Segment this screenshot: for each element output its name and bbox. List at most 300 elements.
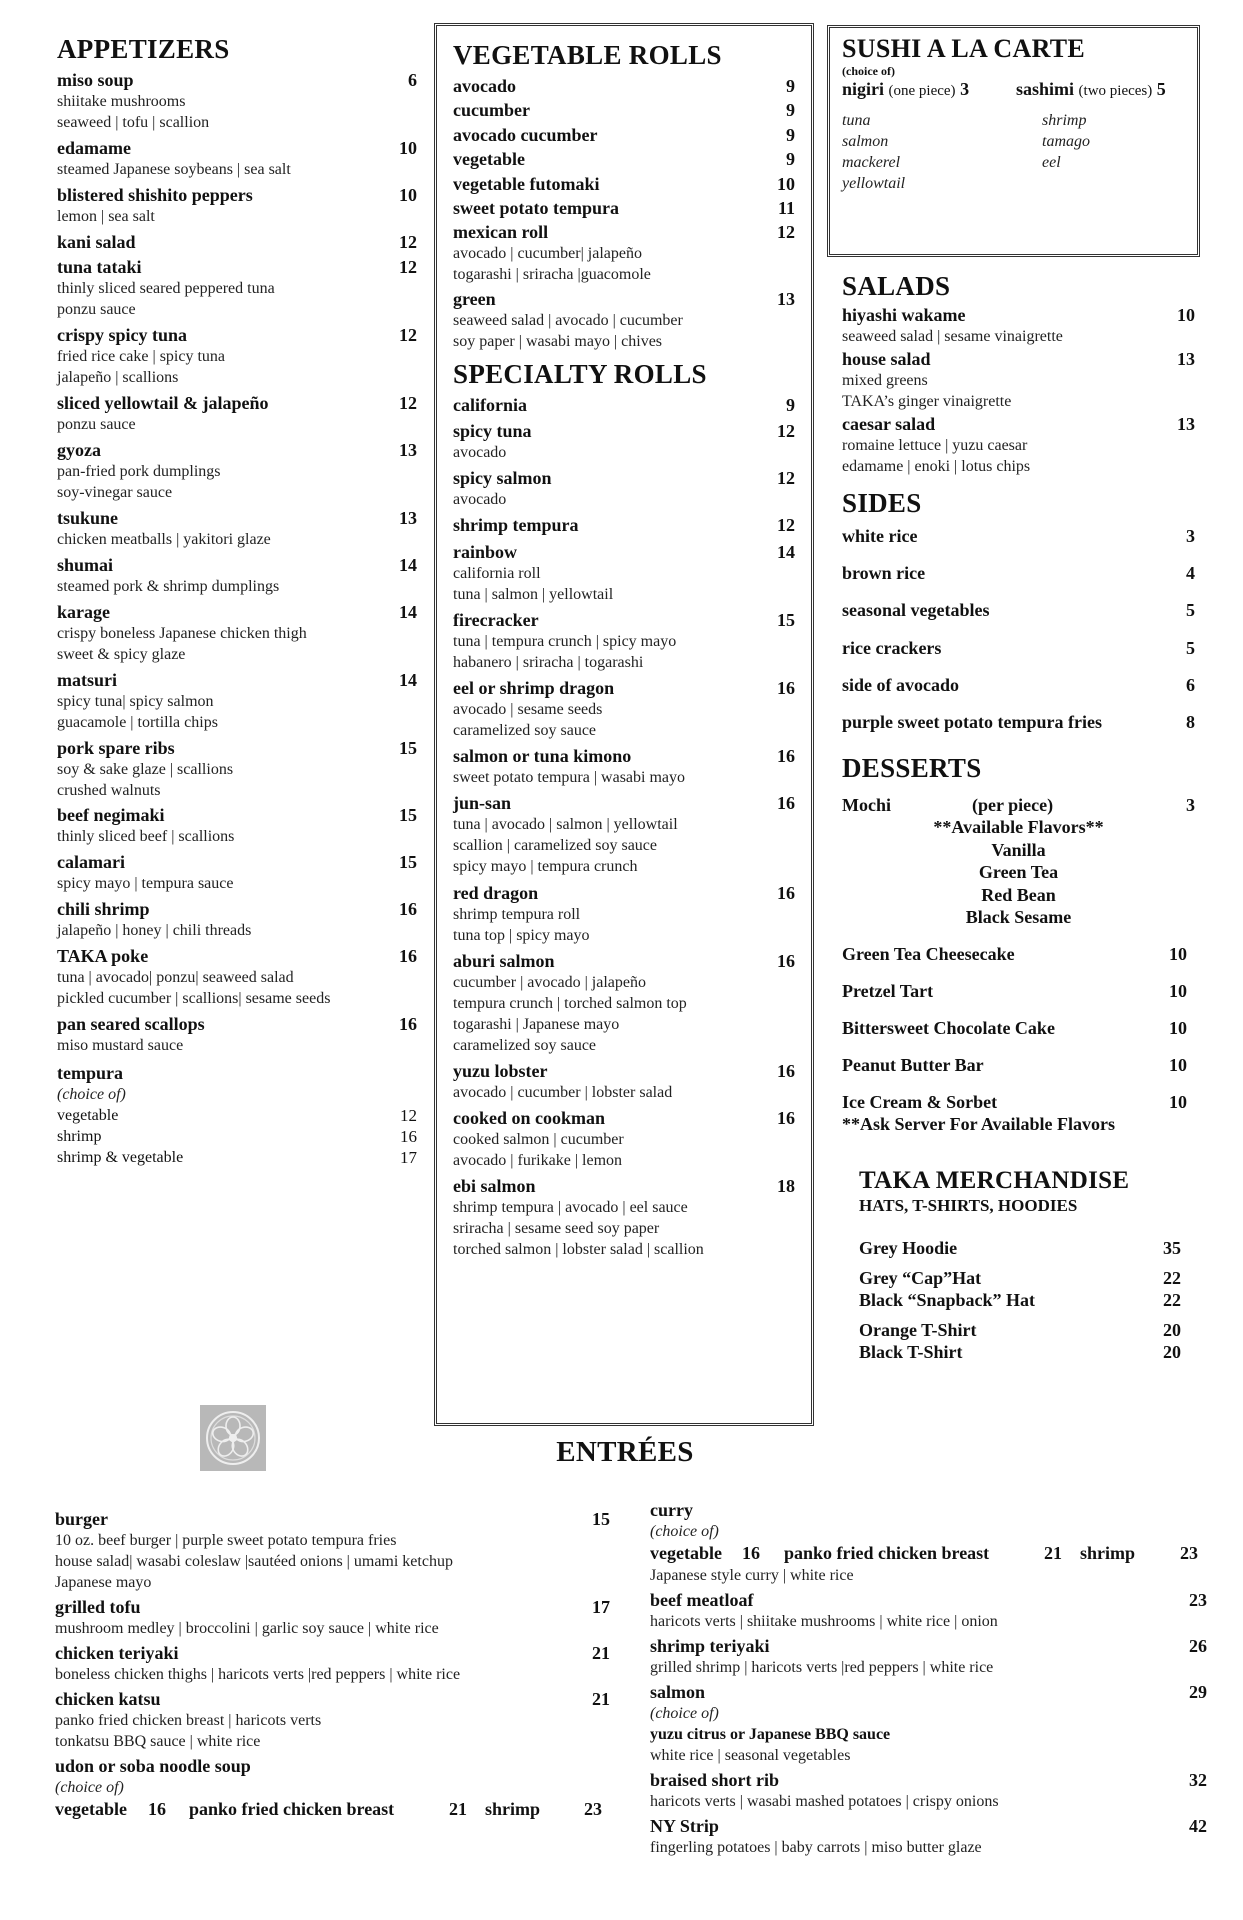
dessert-name: Pretzel Tart	[842, 980, 934, 1001]
item-desc: tempura crunch | torched salmon top	[453, 994, 687, 1012]
item-name: burger	[55, 1509, 108, 1529]
mochi-name: Mochi	[842, 795, 891, 816]
dessert-name: Bittersweet Chocolate Cake	[842, 1018, 1055, 1038]
option-price: 17	[400, 1148, 417, 1168]
merch-price: 22	[1163, 1290, 1181, 1311]
menu-item	[453, 1060, 795, 1103]
vegetable-rolls-section	[453, 39, 795, 1260]
item-price: 9	[786, 149, 795, 170]
option-label: vegetable	[57, 1107, 119, 1125]
side-name: seasonal vegetables	[842, 600, 990, 621]
curry-item	[650, 1499, 1207, 1586]
menu-item	[453, 99, 795, 121]
mochi-item	[842, 794, 1195, 816]
option-price: 16	[400, 1127, 417, 1147]
salmon-choice: yuzu citrus or Japanese BBQ sauce	[650, 1726, 891, 1743]
menu-item	[453, 75, 795, 97]
nigiri-price: 3	[960, 79, 970, 99]
menu-item	[650, 1589, 1207, 1632]
item-desc: ponzu sauce	[57, 301, 136, 319]
item-name: shrimp tempura	[453, 515, 579, 536]
flavor-list	[842, 839, 1195, 929]
option-price: 12	[400, 1106, 417, 1126]
item-desc: avocado | cucumber| jalapeño	[453, 245, 642, 263]
flower-crest-icon	[200, 1405, 266, 1471]
item-price: 13	[1177, 414, 1195, 434]
tempura-option	[57, 1147, 417, 1168]
entrees-right	[650, 1499, 1207, 1858]
dessert-price: 10	[1169, 1055, 1187, 1076]
salmon-desc: white rice | seasonal vegetables	[650, 1747, 851, 1764]
item-desc: avocado | cucumber | lobster salad	[453, 1083, 673, 1101]
dessert-item	[842, 980, 1187, 1017]
item-name: tsukune	[57, 508, 119, 529]
item-price: 21	[592, 1689, 610, 1709]
item-name: spicy salmon	[453, 468, 552, 489]
item-desc: crispy boneless Japanese chicken thigh	[57, 624, 307, 642]
item-price: 16	[777, 793, 795, 814]
side-price: 5	[1186, 600, 1195, 621]
item-price: 13	[399, 508, 417, 529]
item-name: kani salad	[57, 231, 136, 252]
side-name: rice crackers	[842, 637, 942, 658]
entrees-left	[55, 1505, 610, 1820]
merch-item	[859, 1267, 1181, 1289]
item-desc: avocado | sesame seeds	[453, 701, 603, 719]
item-desc: edamame | enoki | lotus chips	[842, 458, 1031, 475]
option-label: shrimp	[1080, 1543, 1136, 1563]
item-name: avocado cucumber	[453, 124, 598, 145]
item-price: 12	[399, 257, 417, 278]
item-name: eel or shrimp dragon	[453, 678, 615, 699]
item-name: TAKA poke	[57, 946, 149, 967]
merch-price: 20	[1163, 1320, 1181, 1341]
item-name: spicy tuna	[453, 421, 532, 442]
dessert-name: Peanut Butter Bar	[842, 1055, 984, 1076]
side-price: 6	[1186, 674, 1195, 695]
menu-item	[842, 413, 1195, 477]
tempura-options	[57, 1105, 417, 1168]
menu-item	[57, 601, 417, 665]
item-name: blistered shishito peppers	[57, 184, 253, 205]
option-label: shrimp	[485, 1799, 541, 1819]
item-name: yuzu lobster	[453, 1060, 548, 1081]
item-price: 16	[777, 678, 795, 699]
menu-item	[453, 1175, 795, 1260]
merch-name: Black T-Shirt	[859, 1342, 963, 1363]
item-name: shumai	[57, 554, 114, 575]
mochi-flavor: Green Tea	[978, 862, 1059, 883]
item-desc: caramelized soy sauce	[453, 722, 597, 740]
item-name: red dragon	[453, 882, 539, 903]
sides-title: SIDES	[842, 488, 922, 518]
item-desc: romaine lettuce | yuzu caesar	[842, 437, 1028, 454]
item-price: 9	[786, 124, 795, 145]
item-desc: tonkatsu BBQ sauce | white rice	[55, 1733, 261, 1750]
menu-item	[453, 288, 795, 352]
item-price: 12	[777, 468, 795, 489]
merch-name: Black “Snapback” Hat	[859, 1290, 1036, 1311]
item-desc: 10 oz. beef burger | purple sweet potato tempura fries	[55, 1532, 397, 1549]
item-desc: spicy mayo | tempura sauce	[57, 875, 234, 893]
tempura-option	[57, 1126, 417, 1147]
sushi-fish: tamago	[1042, 133, 1090, 150]
merch-price: 20	[1163, 1342, 1181, 1363]
item-price: 12	[399, 325, 417, 346]
merch-subtitle: HATS, T-SHIRTS, HOODIES	[859, 1196, 1078, 1216]
item-name: beef meatloaf	[650, 1590, 754, 1610]
item-name: salmon or tuna kimono	[453, 746, 632, 767]
sushi-fish: yellowtail	[842, 175, 906, 192]
menu-item	[650, 1635, 1207, 1678]
merch-list	[859, 1237, 1181, 1363]
menu-item	[650, 1769, 1207, 1812]
item-desc: thinly sliced beef | scallions	[57, 828, 235, 846]
item-desc: chicken meatballs | yakitori glaze	[57, 531, 271, 549]
item-name: chili shrimp	[57, 899, 150, 920]
appetizers-section	[57, 33, 417, 1168]
item-name: house salad	[842, 349, 931, 369]
item-desc: haricots verts | shiitake mushrooms | white rice | onion	[650, 1613, 998, 1630]
item-desc: mushroom medley | broccolini | garlic soy sauce | white rice	[55, 1620, 439, 1637]
item-desc: togarashi | Japanese mayo	[453, 1015, 620, 1033]
sushi-fish: mackerel	[842, 154, 901, 171]
item-name: cooked on cookman	[453, 1108, 606, 1129]
menu-item	[57, 324, 417, 388]
item-price: 15	[399, 852, 417, 873]
item-desc: sriracha | sesame seed soy paper	[453, 1220, 660, 1238]
item-price: 15	[777, 609, 795, 630]
mochi-flavor: Vanilla	[991, 839, 1046, 860]
item-desc: torched salmon | lobster salad | scallion	[453, 1241, 704, 1259]
merch-price: 22	[1163, 1268, 1181, 1289]
appetizers-list	[57, 69, 417, 1056]
side-price: 5	[1186, 637, 1195, 658]
item-desc: seaweed salad | sesame vinaigrette	[842, 328, 1063, 345]
item-price: 10	[1177, 305, 1195, 325]
item-desc: soy paper | wasabi mayo | chives	[453, 332, 663, 350]
item-desc: ponzu sauce	[57, 416, 136, 434]
dessert-price: 10	[1169, 1018, 1187, 1038]
desserts-footnote: **Ask Server For Available Flavors	[842, 1114, 1115, 1135]
right-column	[842, 270, 1195, 1363]
menu-item	[57, 669, 417, 733]
mochi-note: (per piece)	[972, 795, 1054, 816]
menu-item	[57, 1013, 417, 1056]
side-name: white rice	[842, 526, 918, 546]
item-price: 16	[399, 1014, 417, 1035]
merch-price: 35	[1163, 1238, 1181, 1259]
salads-title: SALADS	[842, 271, 951, 301]
option-label: shrimp & vegetable	[57, 1149, 184, 1167]
item-desc: fried rice cake | spicy tuna	[57, 348, 226, 366]
sushi-title: SUSHI A LA CARTE	[842, 34, 1086, 63]
appetizers-title: APPETIZERS	[57, 34, 230, 64]
side-price: 8	[1186, 711, 1195, 732]
side-price: 4	[1186, 563, 1195, 584]
udon-note: (choice of)	[55, 1779, 124, 1796]
udon-name: udon or soba noodle soup	[55, 1756, 251, 1776]
option-label: panko fried chicken breast	[189, 1799, 395, 1819]
curry-desc: Japanese style curry | white rice	[650, 1567, 854, 1584]
item-price: 23	[1189, 1590, 1207, 1610]
choice-option	[485, 1798, 602, 1820]
sushi-note: (choice of)	[842, 64, 895, 78]
sashimi-label: sashimi	[1016, 79, 1075, 99]
item-desc: pickled cucumber | scallions| sesame seeds	[57, 990, 331, 1008]
sushi-fish: salmon	[842, 133, 889, 150]
item-desc: tuna top | spicy mayo	[453, 926, 590, 944]
menu-item	[57, 898, 417, 941]
item-name: green	[453, 288, 496, 309]
menu-item	[55, 1642, 610, 1685]
item-name: pan seared scallops	[57, 1014, 205, 1035]
menu-item	[842, 304, 1195, 347]
choice-option	[1080, 1542, 1198, 1564]
menu-item	[453, 792, 795, 877]
menu-item	[453, 173, 795, 195]
item-name: ebi salmon	[453, 1176, 536, 1197]
side-item	[842, 711, 1195, 748]
item-price: 15	[592, 1509, 610, 1529]
menu-item	[57, 137, 417, 180]
tempura-note: (choice of)	[57, 1086, 126, 1104]
item-price: 14	[777, 541, 795, 562]
item-desc: mixed greens	[842, 372, 928, 389]
specialty-rolls-list	[453, 394, 795, 1260]
menu-item	[57, 184, 417, 227]
item-desc: lemon | sea salt	[57, 207, 155, 225]
dessert-price: 10	[1169, 1092, 1187, 1113]
tempura-item	[57, 1062, 417, 1168]
item-name: jun-san	[453, 793, 512, 814]
menu-item	[57, 554, 417, 597]
menu-item	[453, 677, 795, 741]
menu-item	[453, 514, 795, 536]
tempura-option	[57, 1105, 417, 1126]
item-price: 9	[786, 100, 795, 121]
item-desc: seaweed salad | avocado | cucumber	[453, 311, 683, 329]
sushi-prices	[842, 78, 1187, 102]
mochi-price: 3	[1186, 795, 1195, 816]
choice-option	[189, 1798, 467, 1820]
item-name: tuna tataki	[57, 257, 142, 278]
dessert-price: 10	[1169, 943, 1187, 964]
item-name: cucumber	[453, 100, 530, 121]
item-name: grilled tofu	[55, 1597, 141, 1617]
item-desc: grilled shrimp | haricots verts |red peppers | white rice	[650, 1659, 994, 1676]
option-price: 21	[1044, 1543, 1062, 1563]
item-name: caesar salad	[842, 414, 936, 434]
item-desc: soy & sake glaze | scallions	[57, 760, 234, 778]
item-desc: tuna | avocado | salmon | yellowtail	[453, 816, 678, 834]
option-label: shrimp	[57, 1128, 102, 1146]
curry-note: (choice of)	[650, 1523, 719, 1540]
item-name: chicken teriyaki	[55, 1643, 179, 1663]
item-name: beef negimaki	[57, 805, 165, 826]
item-price: 12	[399, 231, 417, 252]
option-label: vegetable	[650, 1543, 722, 1563]
merch-name: Grey Hoodie	[859, 1238, 958, 1259]
item-desc: shiitake mushrooms	[57, 92, 186, 110]
side-price: 3	[1186, 526, 1195, 546]
salmon-price: 29	[1189, 1682, 1207, 1702]
merch-name: Orange T-Shirt	[859, 1320, 977, 1341]
menu-item	[55, 1508, 610, 1593]
item-price: 12	[777, 515, 795, 536]
option-price: 16	[742, 1543, 760, 1563]
menu-item	[453, 420, 795, 463]
sides-list	[842, 525, 1195, 748]
vegetable-rolls-title: VEGETABLE ROLLS	[453, 40, 722, 70]
menu-item	[57, 439, 417, 503]
menu-item	[453, 394, 795, 416]
menu-item	[453, 148, 795, 170]
item-desc: shrimp tempura roll	[453, 905, 581, 923]
menu-item	[57, 231, 417, 253]
item-price: 12	[777, 222, 795, 243]
desserts-title: DESSERTS	[842, 753, 982, 784]
item-name: aburi salmon	[453, 950, 555, 971]
item-price: 11	[777, 197, 795, 218]
item-name: rainbow	[453, 541, 518, 562]
item-desc: togarashi | sriracha |guacomole	[453, 266, 651, 284]
entrees-title: ENTRÉES	[556, 1436, 694, 1468]
dessert-item	[842, 1017, 1187, 1054]
item-desc: steamed pork & shrimp dumplings	[57, 577, 280, 595]
menu-item	[57, 507, 417, 550]
merch-item	[859, 1289, 1181, 1311]
item-desc: shrimp tempura | avocado | eel sauce	[453, 1199, 688, 1217]
item-price: 6	[408, 69, 417, 90]
side-name: side of avocado	[842, 674, 959, 695]
menu-item	[57, 392, 417, 435]
item-price: 15	[399, 805, 417, 826]
item-desc: tuna | tempura crunch | spicy mayo	[453, 632, 677, 650]
menu-item	[57, 69, 417, 133]
item-name: crispy spicy tuna	[57, 325, 188, 346]
item-price: 18	[777, 1176, 795, 1197]
merch-item	[859, 1341, 1181, 1363]
item-name: braised short rib	[650, 1770, 780, 1790]
item-desc: pan-fried pork dumplings	[57, 463, 221, 481]
item-price: 13	[399, 440, 417, 461]
item-price: 9	[786, 76, 795, 96]
merch-title: TAKA MERCHANDISE	[859, 1167, 1130, 1195]
salmon-note: (choice of)	[650, 1705, 719, 1722]
merch-item	[859, 1237, 1181, 1259]
sushi-fish: shrimp	[1042, 112, 1087, 129]
item-price: 26	[1189, 1636, 1207, 1656]
crest-logo	[200, 1405, 266, 1471]
item-price: 14	[399, 669, 417, 690]
side-item	[842, 525, 1195, 562]
menu-item	[453, 609, 795, 673]
item-desc: tuna | salmon | yellowtail	[453, 585, 614, 603]
dessert-name: Green Tea Cheesecake	[842, 943, 1015, 964]
item-price: 14	[399, 601, 417, 622]
menu-item	[453, 467, 795, 510]
menu-item	[55, 1596, 610, 1639]
item-name: NY Strip	[650, 1816, 719, 1836]
item-desc: fingerling potatoes | baby carrots | miso butter glaze	[650, 1839, 982, 1856]
item-desc: sweet potato tempura | wasabi mayo	[453, 769, 686, 787]
dessert-item	[842, 1091, 1187, 1113]
side-item	[842, 637, 1195, 674]
item-name: sweet potato tempura	[453, 197, 619, 218]
side-item	[842, 674, 1195, 711]
item-desc: haricots verts | wasabi mashed potatoes | crispy onions	[650, 1793, 999, 1810]
item-price: 21	[592, 1643, 610, 1663]
item-price: 13	[1177, 349, 1195, 369]
menu-item	[453, 124, 795, 146]
vegetable-rolls-list	[453, 75, 795, 352]
item-name: chicken katsu	[55, 1689, 161, 1709]
choice-option	[650, 1542, 760, 1564]
item-desc: jalapeño | scallions	[57, 369, 179, 387]
side-item	[842, 562, 1195, 599]
item-name: hiyashi wakame	[842, 305, 966, 325]
option-label: panko fried chicken breast	[784, 1543, 990, 1563]
item-price: 14	[399, 554, 417, 575]
item-name: sliced yellowtail & jalapeño	[57, 393, 269, 414]
item-name: vegetable	[453, 149, 525, 170]
menu-item	[453, 197, 795, 219]
side-item	[842, 599, 1195, 636]
menu-item	[453, 882, 795, 946]
item-price: 16	[399, 899, 417, 920]
item-desc: california roll	[453, 564, 541, 582]
side-name: brown rice	[842, 563, 926, 584]
dessert-item	[842, 943, 1187, 980]
item-desc: cooked salmon | cucumber	[453, 1131, 624, 1149]
merch-name: Grey “Cap”Hat	[859, 1268, 982, 1289]
item-desc: avocado	[453, 491, 507, 509]
menu-item	[650, 1815, 1207, 1858]
item-desc: soy-vinegar sauce	[57, 484, 173, 502]
item-desc: sweet & spicy glaze	[57, 645, 186, 663]
item-name: miso soup	[57, 69, 134, 90]
udon-item	[55, 1755, 610, 1820]
salmon-name: salmon	[650, 1682, 706, 1702]
item-name: shrimp teriyaki	[650, 1636, 770, 1656]
menu-item	[453, 745, 795, 788]
merch-item	[859, 1319, 1181, 1341]
dessert-item	[842, 1054, 1187, 1091]
item-price: 15	[399, 737, 417, 758]
salads-list	[842, 304, 1195, 477]
item-desc: thinly sliced seared peppered tuna	[57, 280, 275, 298]
item-desc: boneless chicken thighs | haricots verts |red peppers | white rice	[55, 1666, 461, 1683]
item-price: 12	[399, 393, 417, 414]
item-name: vegetable futomaki	[453, 173, 600, 194]
item-desc: tuna | avocado| ponzu| seaweed salad	[57, 969, 294, 987]
item-price: 9	[786, 394, 795, 415]
item-price: 10	[399, 184, 417, 205]
menu-item	[57, 256, 417, 320]
item-desc: seaweed | tofu | scallion	[57, 113, 210, 131]
flavors-heading: **Available Flavors**	[933, 817, 1104, 838]
dessert-price: 10	[1169, 980, 1187, 1001]
item-name: avocado	[453, 76, 516, 96]
sushi-fish: eel	[1042, 154, 1061, 171]
item-price: 16	[777, 746, 795, 767]
item-price: 13	[777, 288, 795, 309]
choice-option	[55, 1798, 166, 1820]
option-price: 23	[1180, 1543, 1198, 1563]
item-desc: crushed walnuts	[57, 781, 161, 799]
item-desc: panko fried chicken breast | haricots verts	[55, 1712, 322, 1729]
